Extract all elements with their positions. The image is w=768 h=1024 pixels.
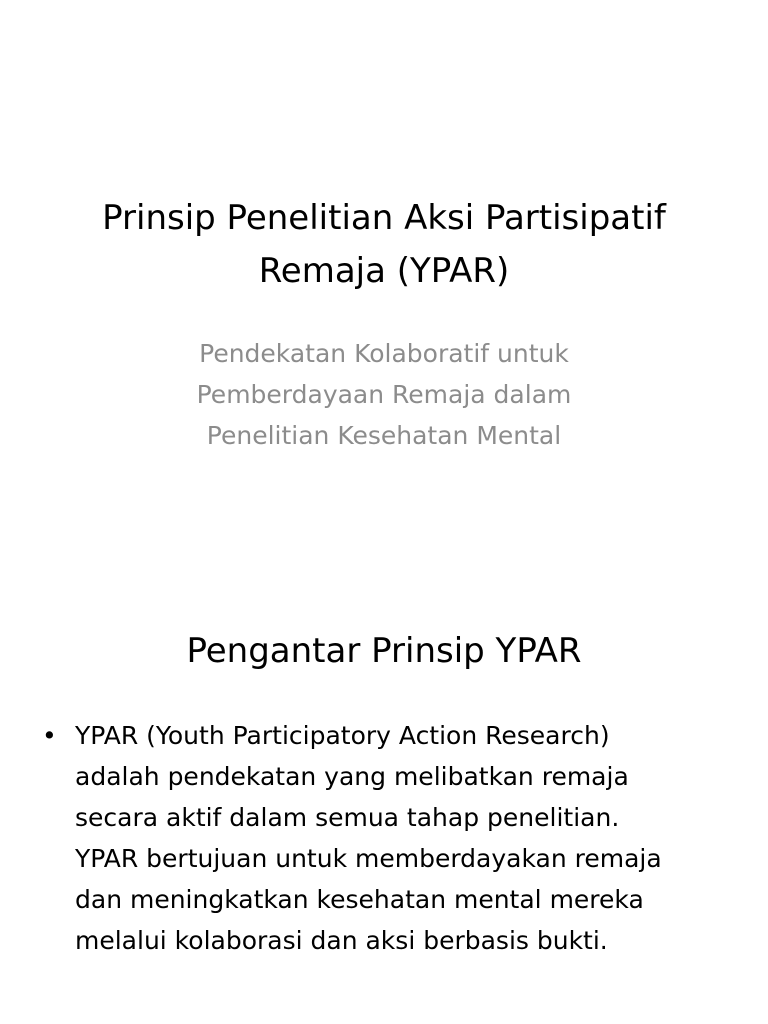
bullet-text-line-3: secara aktif dalam semua tahap penelitian. [75, 803, 620, 832]
bullet-point-icon: • [42, 721, 57, 750]
bullet-text [75, 715, 740, 961]
slide-title-line-2: Remaja (YPAR) [258, 251, 510, 291]
slide-subtitle-line-1: Pendekatan Kolaboratif untuk [199, 339, 569, 368]
bullet-item [40, 715, 740, 961]
bullet-text-line-2: adalah pendekatan yang melibatkan remaja [75, 762, 629, 791]
bullet-text-line-1: YPAR (Youth Participatory Action Research) [75, 721, 610, 750]
slide-subtitle-line-2: Pemberdayaan Remaja dalam [196, 380, 572, 409]
bullet-text-line-5: dan meningkatkan kesehatan mental mereka [75, 885, 644, 914]
section-title: Pengantar Prinsip YPAR [186, 631, 582, 671]
slide-title-line-1: Prinsip Penelitian Aksi Partisipatif [102, 198, 666, 238]
content-slide [0, 512, 768, 1024]
bullet-text-line-4: YPAR bertujuan untuk memberdayakan remaja [75, 844, 662, 873]
bullet-list [40, 715, 740, 961]
bullet-text-line-6: melalui kolaborasi dan aksi berbasis bukti. [75, 926, 608, 955]
slide-subtitle-line-3: Penelitian Kesehatan Mental [206, 421, 562, 450]
slide-subtitle [90, 333, 678, 456]
slide-title [40, 192, 728, 298]
